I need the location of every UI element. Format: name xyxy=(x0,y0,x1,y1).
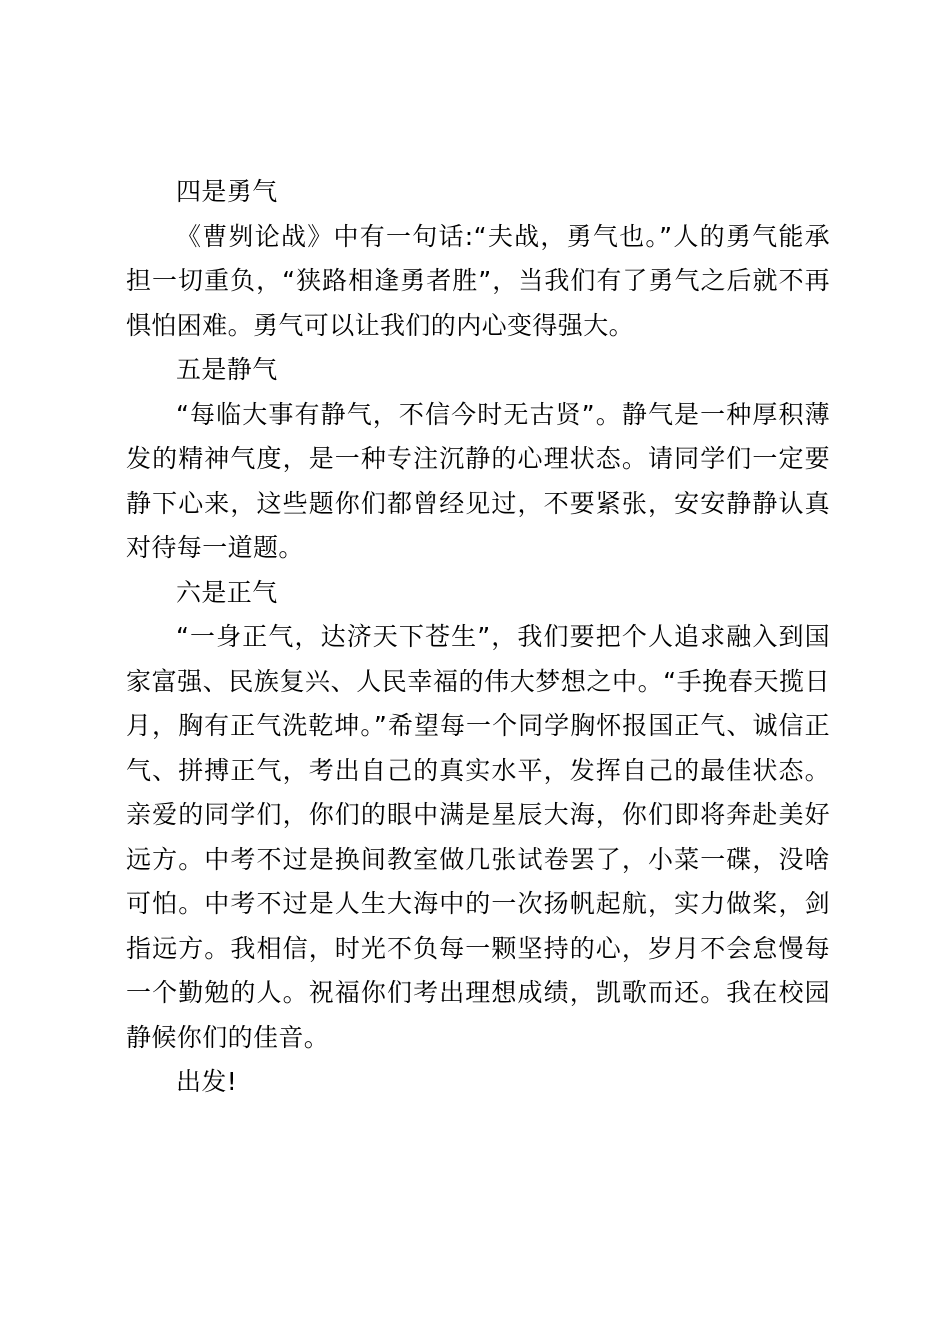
section-heading-calm: 五是静气 xyxy=(176,355,278,384)
paragraph-courage: 《曹刿论战》中有一句话:“夫战，勇气也。”人的勇气能承担一切重负，“狭路相逢勇者胜”，当我们有了勇气之后就不再惧怕困难。勇气可以让我们的内心变得强大。 xyxy=(126,221,830,340)
section-heading-integrity: 六是正气 xyxy=(176,577,278,607)
paragraph-integrity: “一身正气，达济天下苍生”，我们要把个人追求融入到国家富强、民族复兴、人民幸福的伟大梦想之中。“手挽春天揽日月，胸有正气洗乾坤。”希望每一个同学胸怀报国正气、诚信正气、拼搏正气，考出自己的真实水平，发挥自己的最佳状态。亲爱的同学们，你们的眼中满是星辰大海，你们即将奔赴美好远方。中考不过是换间教室做几张试卷罢了，小菜一碟，没啥可怕。中考不过是人生大海中的一次扬帆起航，实力做桨，剑指远方。我相信，时光不负每一颗坚持的心，岁月不会怠慢每一个勤勉的人。祝福你们考出理想成绩，凯歌而还。我在校园静候你们的佳音。 xyxy=(126,622,830,1052)
document-body xyxy=(126,170,830,1105)
paragraph-calm: “每临大事有静气，不信今时无古贤”。静气是一种厚积薄发的精神气度，是一种专注沉静的心理状态。请同学们一定要静下心来，这些题你们都曾经见过，不要紧张，安安静静认真对待每一道题。 xyxy=(126,399,830,562)
section-heading-courage: 四是勇气 xyxy=(176,177,278,206)
closing-line: 出发! xyxy=(176,1067,238,1096)
